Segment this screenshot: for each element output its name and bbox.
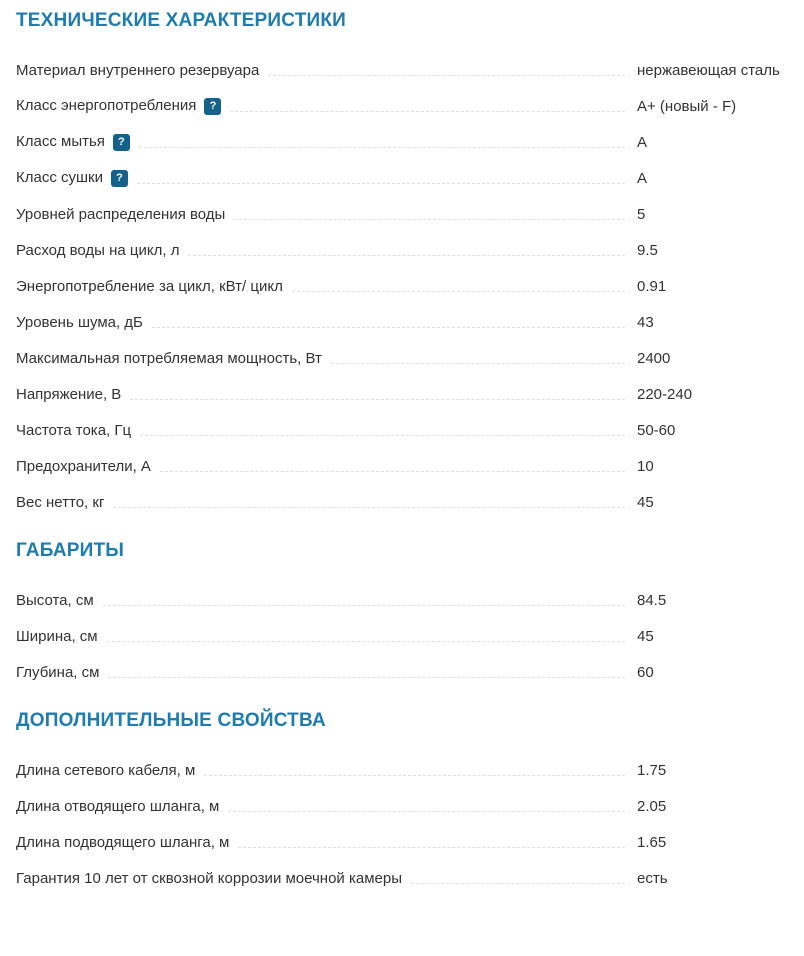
spec-value: А bbox=[637, 170, 648, 187]
spec-label bbox=[16, 798, 219, 815]
dotted-leader bbox=[238, 847, 625, 848]
spec-row bbox=[16, 98, 788, 115]
spec-label-text: Класс мытья bbox=[16, 133, 105, 151]
spec-value: 84.5 bbox=[637, 592, 667, 609]
spec-value: 2400 bbox=[637, 350, 671, 367]
dotted-leader bbox=[268, 75, 625, 76]
spec-value: 220-240 bbox=[637, 386, 693, 403]
spec-row bbox=[16, 664, 788, 681]
spec-label bbox=[16, 169, 128, 187]
spec-value: 45 bbox=[637, 494, 654, 511]
spec-value: 10 bbox=[637, 458, 654, 475]
section-title: ГАБАРИТЫ bbox=[16, 540, 125, 561]
spec-row bbox=[16, 386, 788, 403]
spec-row bbox=[16, 242, 788, 259]
dotted-leader bbox=[292, 291, 625, 292]
section-title: ТЕХНИЧЕСКИЕ ХАРАКТЕРИСТИКИ bbox=[16, 10, 347, 31]
help-icon[interactable]: ? bbox=[111, 170, 128, 187]
specs bbox=[0, 10, 804, 887]
dotted-leader bbox=[411, 883, 625, 884]
spec-label bbox=[16, 62, 259, 79]
spec-row bbox=[16, 314, 788, 331]
section-rows bbox=[16, 62, 788, 511]
section-rows bbox=[16, 762, 788, 887]
help-icon[interactable]: ? bbox=[113, 134, 130, 151]
spec-row bbox=[16, 206, 788, 223]
spec-label-text: Энергопотребление за цикл, кВт/ цикл bbox=[16, 278, 283, 295]
spec-row bbox=[16, 762, 788, 779]
spec-label-text: Класс сушки bbox=[16, 169, 103, 187]
spec-label-text: Максимальная потребляемая мощность, Вт bbox=[16, 350, 322, 367]
spec-label-text: Ширина, см bbox=[16, 628, 98, 645]
dotted-leader bbox=[188, 255, 625, 256]
spec-label-text: Высота, см bbox=[16, 592, 94, 609]
spec-label bbox=[16, 870, 402, 887]
dotted-leader bbox=[152, 327, 625, 328]
dotted-leader bbox=[113, 507, 625, 508]
spec-section bbox=[16, 540, 788, 681]
spec-label bbox=[16, 97, 221, 115]
spec-label bbox=[16, 278, 283, 295]
spec-label bbox=[16, 422, 131, 439]
spec-row bbox=[16, 870, 788, 887]
spec-label-text: Вес нетто, кг bbox=[16, 494, 105, 511]
spec-label-text: Предохранители, А bbox=[16, 458, 151, 475]
spec-value: 1.65 bbox=[637, 834, 667, 851]
spec-value: A+ (новый - F) bbox=[637, 98, 737, 115]
spec-label-text: Уровней распределения воды bbox=[16, 206, 226, 223]
spec-label-text: Материал внутреннего резервуара bbox=[16, 62, 260, 79]
dotted-leader bbox=[140, 435, 625, 436]
spec-label-text: Длина сетевого кабеля, м bbox=[16, 762, 196, 779]
spec-value: А bbox=[637, 134, 648, 151]
dotted-leader bbox=[107, 641, 625, 642]
dotted-leader bbox=[137, 183, 625, 184]
help-icon[interactable]: ? bbox=[204, 98, 221, 115]
spec-row bbox=[16, 494, 788, 511]
dotted-leader bbox=[160, 471, 625, 472]
spec-label-text: Частота тока, Гц bbox=[16, 422, 132, 439]
spec-label-text: Уровень шума, дБ bbox=[16, 314, 143, 331]
spec-row bbox=[16, 422, 788, 439]
spec-section bbox=[16, 10, 788, 511]
dotted-leader bbox=[228, 811, 625, 812]
spec-value: 9.5 bbox=[637, 242, 658, 259]
spec-value: 45 bbox=[637, 628, 654, 645]
dotted-leader bbox=[234, 219, 625, 220]
spec-row bbox=[16, 350, 788, 367]
spec-value: 1.75 bbox=[637, 762, 667, 779]
spec-label bbox=[16, 386, 121, 403]
spec-value: нержавеющая сталь bbox=[637, 62, 780, 79]
spec-value: 43 bbox=[637, 314, 654, 331]
spec-label bbox=[16, 762, 195, 779]
spec-row bbox=[16, 798, 788, 815]
section-title: ДОПОЛНИТЕЛЬНЫЕ СВОЙСТВА bbox=[16, 710, 326, 731]
spec-value: 2.05 bbox=[637, 798, 667, 815]
spec-row bbox=[16, 834, 788, 851]
spec-label bbox=[16, 664, 99, 681]
spec-row bbox=[16, 278, 788, 295]
spec-label-text: Напряжение, В bbox=[16, 386, 122, 403]
spec-value: 60 bbox=[637, 664, 654, 681]
spec-label-text: Класс энергопотребления bbox=[16, 97, 197, 115]
dotted-leader bbox=[331, 363, 625, 364]
spec-row bbox=[16, 134, 788, 151]
spec-row bbox=[16, 170, 788, 187]
dotted-leader bbox=[139, 147, 625, 148]
spec-label bbox=[16, 834, 229, 851]
spec-label bbox=[16, 458, 151, 475]
spec-label bbox=[16, 314, 143, 331]
spec-value: 0.91 bbox=[637, 278, 667, 295]
dotted-leader bbox=[103, 605, 625, 606]
dotted-leader bbox=[204, 775, 625, 776]
spec-label-text: Расход воды на цикл, л bbox=[16, 242, 180, 259]
spec-label-text: Длина отводящего шланга, м bbox=[16, 798, 220, 815]
spec-row bbox=[16, 458, 788, 475]
spec-label bbox=[16, 133, 130, 151]
spec-value: есть bbox=[637, 870, 668, 887]
spec-row bbox=[16, 592, 788, 609]
spec-label bbox=[16, 206, 225, 223]
section-rows bbox=[16, 592, 788, 681]
spec-label bbox=[16, 242, 179, 259]
dotted-leader bbox=[130, 399, 625, 400]
spec-row bbox=[16, 628, 788, 645]
spec-label-text: Глубина, см bbox=[16, 664, 100, 681]
spec-label bbox=[16, 592, 94, 609]
spec-label-text: Гарантия 10 лет от сквозной коррозии моечной камеры bbox=[16, 870, 402, 887]
spec-label bbox=[16, 350, 322, 367]
spec-label bbox=[16, 628, 98, 645]
spec-value: 50-60 bbox=[637, 422, 676, 439]
spec-value: 5 bbox=[637, 206, 646, 223]
spec-label-text: Длина подводящего шланга, м bbox=[16, 834, 230, 851]
dotted-leader bbox=[108, 677, 625, 678]
dotted-leader bbox=[230, 111, 625, 112]
spec-label bbox=[16, 494, 104, 511]
spec-section bbox=[16, 710, 788, 887]
spec-row bbox=[16, 62, 788, 79]
